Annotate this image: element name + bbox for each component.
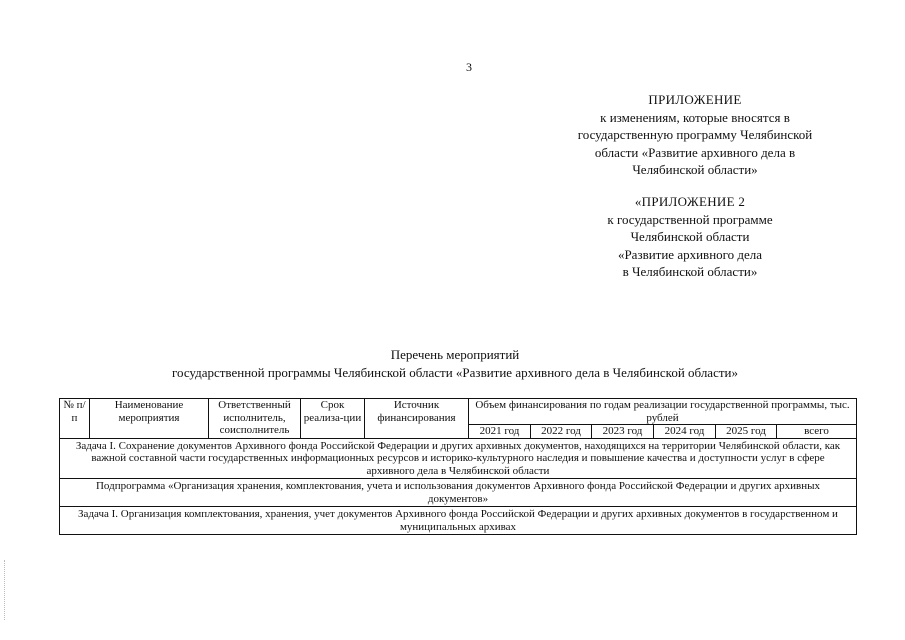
list-heading-subtitle: государственной программы Челябинской области «Развитие архивного дела в Челябинской области» [171, 365, 738, 380]
header-total: всего [777, 425, 857, 439]
list-heading-title: Перечень мероприятий [390, 347, 520, 362]
subprogram-task-1-cell: Задача I. Организация комплектования, хранения, учет документов Архивного фонда Российской Федерации и других архивных документов в государственном и муниципальных архивах [60, 507, 857, 535]
table-row [60, 507, 857, 535]
measures-table [59, 398, 857, 535]
annex-2-line: «Развитие архивного дела [617, 246, 763, 262]
subprogram-cell: Подпрограмма «Организация хранения, комплектования, учета и использования документов Архивного фонда Российской Федерации и других архивных документов» [60, 479, 857, 507]
table-row [60, 438, 857, 479]
header-measure-name: Наименование мероприятия [90, 399, 209, 439]
header-term: Срок реализа-ции [301, 399, 365, 439]
annex-title: ПРИЛОЖЕНИЕ [648, 92, 742, 107]
annex-line: области «Развитие архивного дела в [594, 144, 796, 160]
header-funding: Объем финансирования по годам реализации государственной программы, тыс. рублей [469, 399, 857, 425]
table-header-row [60, 399, 857, 425]
annex-line: к изменениям, которые вносятся в [600, 109, 790, 125]
annex-2-line: к государственной программе [607, 211, 773, 227]
header-year-2022: 2022 год [531, 425, 592, 439]
header-year-2025: 2025 год [716, 425, 777, 439]
table-row [60, 479, 857, 507]
header-executor: Ответственный исполнитель, соисполнитель [209, 399, 301, 439]
annex-2-line: Челябинской области [630, 229, 750, 244]
header-source: Источник финансирования [365, 399, 469, 439]
annex-2-to-program [560, 193, 820, 281]
list-heading [0, 346, 905, 382]
header-year-2024: 2024 год [654, 425, 716, 439]
task-1-cell: Задача I. Сохранение документов Архивного фонда Российской Федерации и других архивных документов, находящихся на территории Челябинской области, как важной составной части государственных информационных ресурсов и историко-культурного наследия и повышение качества и доступности услуг в сфере архивного дела в Челябинской области [60, 438, 857, 479]
header-number: № п/п [60, 399, 90, 439]
annex-to-amendments [540, 91, 850, 179]
annex-2-title: «ПРИЛОЖЕНИЕ 2 [634, 194, 746, 209]
annex-line: государственную программу Челябинской [577, 127, 813, 142]
scan-margin-dots [4, 560, 7, 620]
header-year-2023: 2023 год [592, 425, 654, 439]
page-number: 3 [466, 60, 472, 74]
annex-2-line: в Челябинской области» [622, 264, 758, 279]
annex-line: Челябинской области» [632, 162, 758, 177]
header-year-2021: 2021 год [469, 425, 531, 439]
